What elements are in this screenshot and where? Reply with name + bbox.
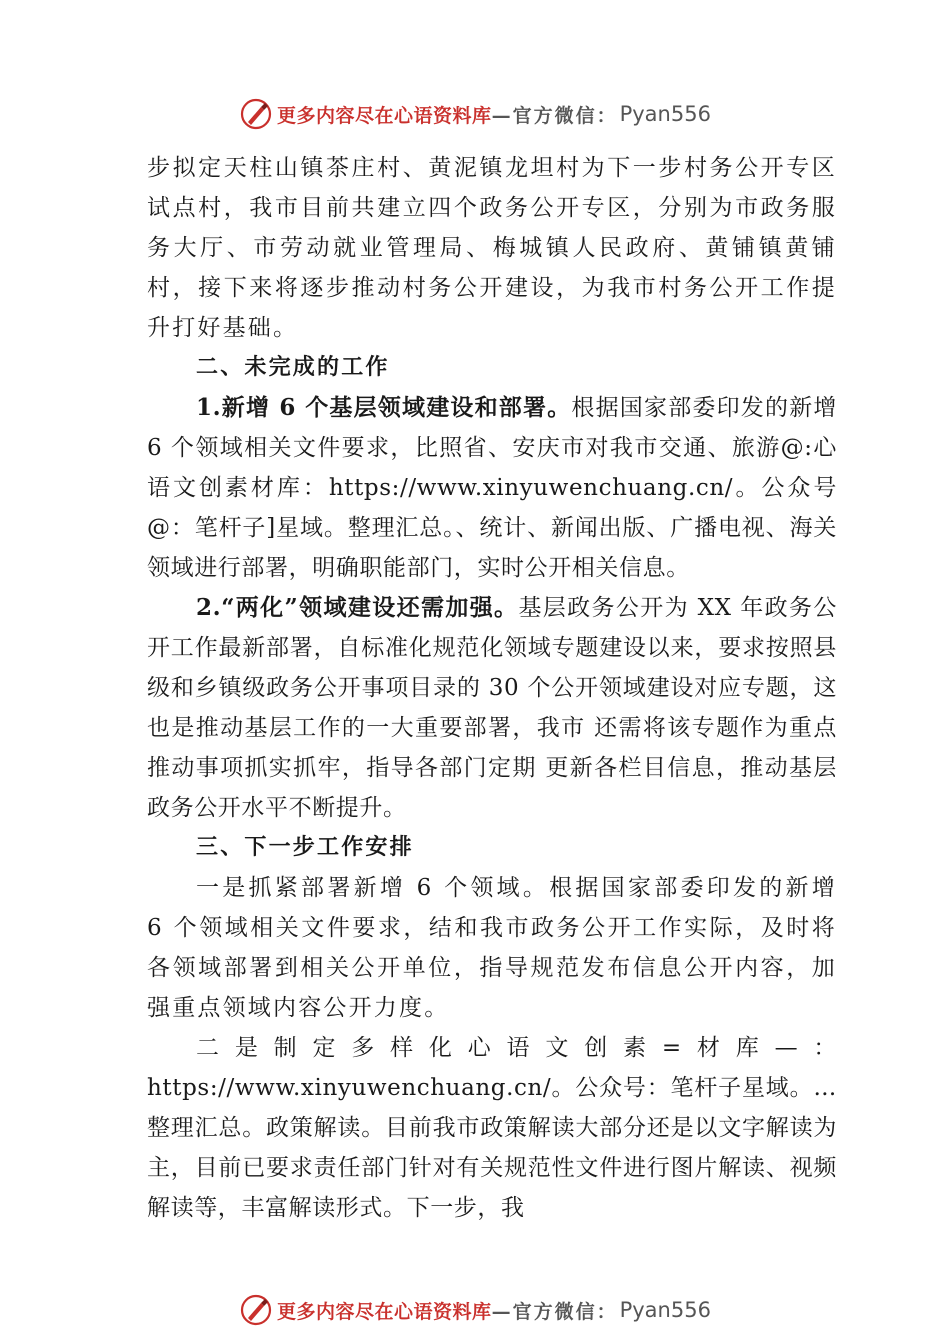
footer-watermark bbox=[0, 1290, 950, 1330]
watermark-red-text: 更多内容尽在心语资料库 bbox=[277, 104, 492, 127]
paragraph-2 bbox=[147, 388, 837, 588]
pen-logo-icon bbox=[239, 1293, 273, 1327]
paragraph-3-lead: 2.“两化”领域建设还需加强。 bbox=[196, 594, 519, 621]
section-heading-3: 三、下一步工作安排 bbox=[196, 835, 414, 860]
watermark-wechat-id: Pyan556 bbox=[619, 102, 711, 126]
paragraph-3 bbox=[147, 588, 837, 828]
paragraph-5: 二是制定多样化心语文创素=材库—：https://www.xinyuwenchuang.cn/。公众号：笔杆子星域。…整理汇总。政策解读。目前我市政策解读大部分还是以文字解读为主，目前已要求责任部门针对有关规范性文件进行图片解读、视频解读等，丰富解读形式。下一步，我 bbox=[147, 1035, 837, 1221]
document-body bbox=[147, 148, 837, 1228]
pen-logo-icon bbox=[239, 97, 273, 131]
watermark-wechat-id: Pyan556 bbox=[619, 1298, 711, 1322]
section-heading-2: 二、未完成的工作 bbox=[196, 355, 390, 380]
header-watermark bbox=[0, 94, 950, 134]
paragraph-3-text: 基层政务公开为 XX 年政务公开工作最新部署，自标准化规范化领域专题建设以来，要求按照县级和乡镇级政务公开事项目录的 30 个公开领域建设对应专题，这也是推动基层工作的一大重要部署，我市 还需将该专题作为重点推动事项抓实抓牢，指导各部门定期 更新各栏目信息，推动基层政务公开水平不断提升。 bbox=[147, 595, 837, 821]
watermark-dark-text: —官方微信： bbox=[491, 104, 618, 127]
paragraph-2-lead: 1.新增 6 个基层领域建设和部署。 bbox=[196, 394, 572, 421]
paragraph-1: 步拟定天柱山镇茶庄村、黄泥镇龙坦村为下一步村务公开专区试点村，我市目前共建立四个政务公开专区，分别为市政务服务大厅、市劳动就业管理局、梅城镇人民政府、黄铺镇黄铺村，接下来将逐步推动村务公开建设，为我市村务公开工作提升打好基础。 bbox=[147, 155, 837, 341]
paragraph-4: 一是抓紧部署新增 6 个领域。根据国家部委印发的新增 6 个领域相关文件要求，结和我市政务公开工作实际，及时将各领域部署到相关公开单位，指导规范发布信息公开内容，加强重点领域内容公开力度。 bbox=[147, 875, 837, 1021]
watermark-dark-text: —官方微信： bbox=[491, 1300, 618, 1323]
paragraph-2-text: 根据国家部委印发的新增 6 个领域相关文件要求，比照省、安庆市对我市交通、旅游@:心语文创素材库：https://www.xinyuwenchuang.cn/。公众号@：笔杆子]星域。整理汇总。、统计、新闻出版、广播电视、海关领域进行部署，明确职能部门，实时公开相关信息。 bbox=[147, 395, 837, 581]
watermark-red-text: 更多内容尽在心语资料库 bbox=[277, 1300, 492, 1323]
